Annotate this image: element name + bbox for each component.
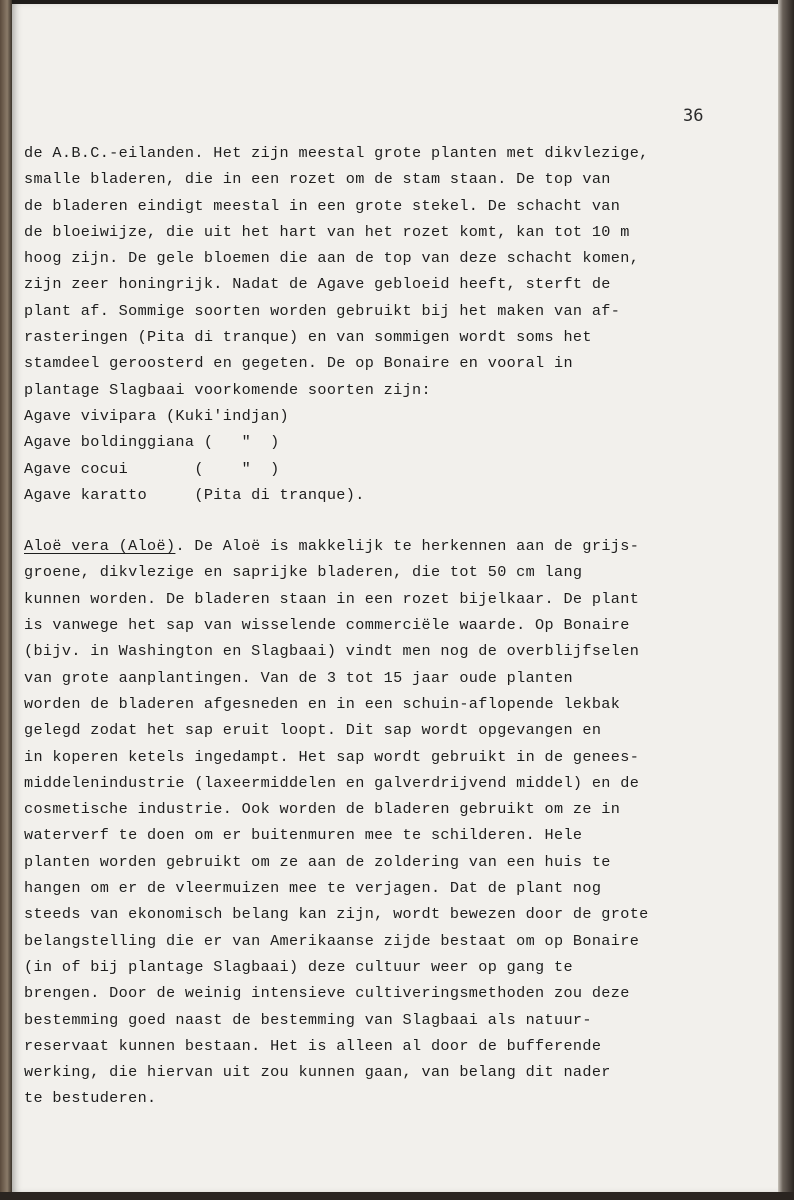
- species-list: [24, 403, 724, 508]
- text-line: waterverf te doen om er buitenmuren mee te schilderen. Hele: [24, 826, 583, 845]
- page-body-text: [24, 140, 724, 1112]
- text-line: de bladeren eindigt meestal in een grote stekel. De schacht van: [24, 196, 621, 215]
- page-number: 36: [683, 106, 704, 126]
- text-line: bestemming goed naast de bestemming van Slagbaai als natuur-: [24, 1010, 592, 1029]
- text-line: zijn zeer honingrijk. Nadat de Agave gebloeid heeft, sterft de: [24, 275, 611, 294]
- text-line: (bijv. in Washington en Slagbaai) vindt men nog de overblijfselen: [24, 642, 640, 661]
- text-line: gelegd zodat het sap eruit loopt. Dit sap wordt opgevangen en: [24, 721, 602, 740]
- text-line: (in of bij plantage Slagbaai) deze cultuur weer op gang te: [24, 957, 573, 976]
- text-line: de bloeiwijze, die uit het hart van het rozet komt, kan tot 10 m: [24, 222, 630, 241]
- species-item: Agave boldinggiana ( " ): [24, 433, 280, 452]
- text-line: van grote aanplantingen. Van de 3 tot 15 jaar oude planten: [24, 668, 573, 687]
- page-edge-right: [778, 0, 794, 1200]
- text-line: stamdeel geroosterd en gegeten. De op Bonaire en vooral in: [24, 354, 573, 373]
- text-line: te bestuderen.: [24, 1089, 157, 1108]
- species-item: Agave cocui ( " ): [24, 459, 280, 478]
- text-line: groene, dikvlezige en saprijke bladeren, die tot 50 cm lang: [24, 563, 583, 582]
- text-line: worden de bladeren afgesneden en in een schuin-aflopende lekbak: [24, 694, 621, 713]
- paragraph-gap: [24, 508, 724, 533]
- text-line-rest: . De Aloë is makkelijk te herkennen aan de grijs-: [175, 537, 640, 556]
- text-line: steeds van ekonomisch belang kan zijn, wordt bewezen door de grote: [24, 905, 649, 924]
- text-line: middelenindustrie (laxeermiddelen en galverdrijvend middel) en de: [24, 773, 640, 792]
- text-line: cosmetische industrie. Ook worden de bladeren gebruikt om ze in: [24, 800, 621, 819]
- text-line: plant af. Sommige soorten worden gebruikt bij het maken van af-: [24, 301, 621, 320]
- text-line: werking, die hiervan uit zou kunnen gaan, van belang dit nader: [24, 1063, 611, 1082]
- text-line: is vanwege het sap van wisselende commerciële waarde. Op Bonaire: [24, 616, 630, 635]
- aloe-heading: Aloë vera (Aloë): [24, 537, 176, 556]
- text-line: [24, 533, 724, 559]
- paragraph-agave: [24, 140, 724, 403]
- text-line: plantage Slagbaai voorkomende soorten zijn:: [24, 380, 431, 399]
- species-item: Agave vivipara (Kuki'indjan): [24, 406, 289, 425]
- text-line: smalle bladeren, die in een rozet om de stam staan. De top van: [24, 170, 611, 189]
- text-line: reservaat kunnen bestaan. Het is alleen al door de bufferende: [24, 1036, 602, 1055]
- paragraph-aloe: [24, 533, 724, 1112]
- text-line: rasteringen (Pita di tranque) en van sommigen wordt soms het: [24, 328, 592, 347]
- book-binding: [0, 0, 12, 1200]
- text-line: hangen om er de vleermuizen mee te verjagen. Dat de plant nog: [24, 879, 602, 898]
- text-line: kunnen worden. De bladeren staan in een rozet bijelkaar. De plant: [24, 589, 640, 608]
- species-item: Agave karatto (Pita di tranque).: [24, 485, 365, 504]
- text-line: in koperen ketels ingedampt. Het sap wordt gebruikt in de genees-: [24, 747, 640, 766]
- page-edge-bottom: [0, 1192, 794, 1200]
- text-line: brengen. Door de weinig intensieve cultiveringsmethoden zou deze: [24, 984, 630, 1003]
- text-line: hoog zijn. De gele bloemen die aan de top van deze schacht komen,: [24, 249, 640, 268]
- text-line: de A.B.C.-eilanden. Het zijn meestal grote planten met dikvlezige,: [24, 144, 649, 162]
- text-line: belangstelling die er van Amerikaanse zijde bestaat om op Bonaire: [24, 931, 640, 950]
- text-line: planten worden gebruikt om ze aan de zoldering van een huis te: [24, 852, 611, 871]
